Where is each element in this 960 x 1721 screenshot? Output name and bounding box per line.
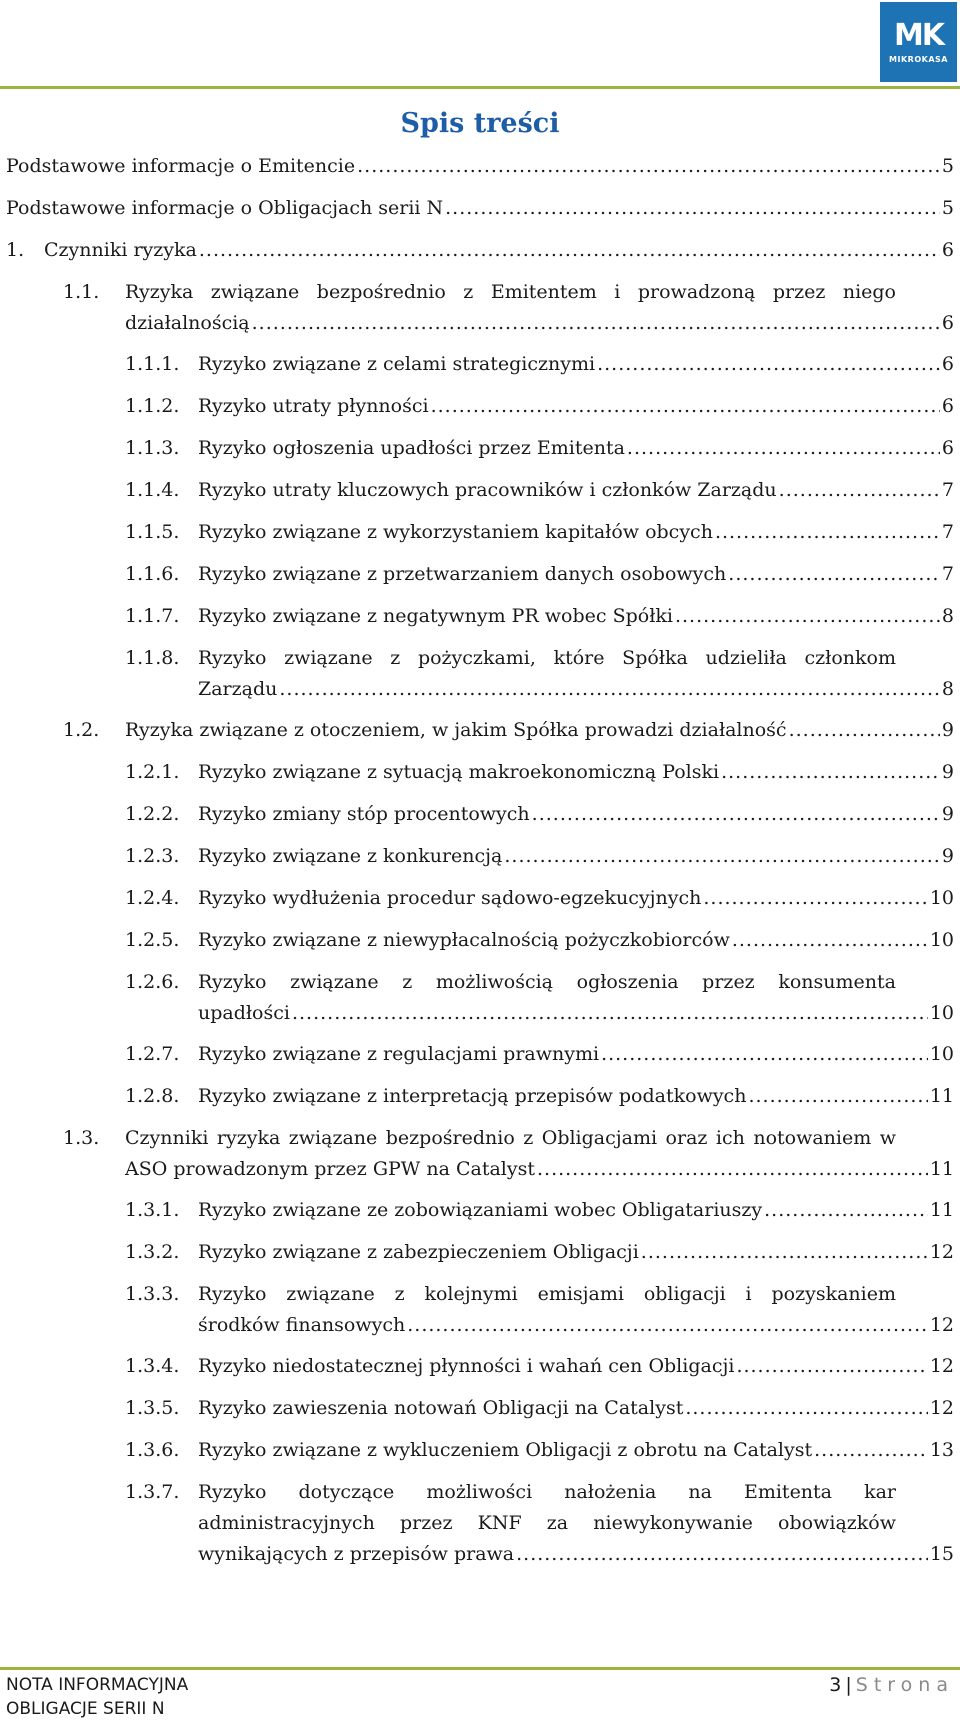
toc-entry[interactable] [125, 841, 954, 872]
toc-entry-page: 6 [941, 312, 954, 334]
toc-entry[interactable] [125, 1435, 954, 1466]
footer-doc-title: NOTA INFORMACYJNA [6, 1675, 189, 1695]
toc-entry-page: 12 [929, 1241, 954, 1263]
toc-entry-page: 12 [929, 1314, 954, 1336]
toc-entry-title-line: Ryzyko związane z możliwością ogłoszenia przez konsumenta [198, 971, 896, 993]
toc-entry-title: Ryzyko związane z celami strategicznymi [198, 353, 596, 375]
toc-entry-page: 9 [941, 761, 954, 783]
logo-mark: MK [893, 17, 944, 53]
toc-entry-title: Ryzyko związane ze zobowiązaniami wobec Obligatariuszy [198, 1199, 763, 1221]
toc-entry-number: 1.1. [63, 281, 100, 303]
toc-entry-number: 1.2.4. [125, 887, 180, 909]
toc-entry-number: 1.3.7. [125, 1481, 180, 1503]
toc-entry-title: Podstawowe informacje o Obligacjach serii N [6, 197, 444, 219]
toc-entry-page: 5 [941, 197, 954, 219]
footer-rule [0, 1667, 960, 1670]
toc-entry-title: Ryzyko związane z wykluczeniem Obligacji z obrotu na Catalyst [198, 1439, 813, 1461]
toc-entry-title-line: Ryzyko związane z pożyczkami, które Spółka udzieliła członkom [198, 647, 896, 669]
toc-dot-leader [779, 475, 940, 506]
page-number: 3 [829, 1674, 842, 1696]
toc-entry[interactable] [125, 1393, 954, 1424]
footer-doc-subtitle: OBLIGACJE SERII N [6, 1699, 165, 1719]
toc-entry-page: 6 [941, 353, 954, 375]
toc-entry[interactable] [6, 235, 954, 266]
toc-dot-leader [357, 151, 940, 182]
toc-entry-title: Ryzyko związane z interpretacją przepisów podatkowych [198, 1085, 747, 1107]
toc-entry-title: Ryzyko związane z przetwarzaniem danych osobowych [198, 563, 727, 585]
toc-entry[interactable] [6, 193, 954, 224]
toc-entry-title-line: Zarządu [198, 678, 278, 700]
toc-entry-number: 1.3.6. [125, 1439, 180, 1461]
toc-entry[interactable] [125, 1237, 954, 1268]
toc-entry-page: 12 [929, 1397, 954, 1419]
toc-dot-leader [814, 1435, 928, 1466]
toc-dot-leader [504, 841, 940, 872]
toc-entry-page: 12 [929, 1355, 954, 1377]
toc-entry-title-line: Czynniki ryzyka związane bezpośrednio z Obligacjami oraz ich notowaniem w [125, 1127, 896, 1149]
toc-dot-leader [532, 799, 940, 830]
footer-document-info [6, 1673, 188, 1721]
toc-entry-title-line: środków finansowych [198, 1314, 406, 1336]
toc-entry-number: 1.3.2. [125, 1241, 180, 1263]
page-title: Spis treści [400, 108, 560, 139]
toc-entry-page: 10 [929, 1043, 954, 1065]
toc-entry-page: 6 [941, 437, 954, 459]
toc-entry[interactable] [125, 517, 954, 548]
toc-entry[interactable] [63, 715, 954, 746]
toc-entry-title-line: Ryzyko związane z kolejnymi emisjami obligacji i pozyskaniem [198, 1283, 896, 1305]
toc-entry[interactable] [125, 391, 954, 422]
toc-entry-page: 10 [929, 887, 954, 909]
toc-entry-page: 7 [941, 521, 954, 543]
toc-entry[interactable] [125, 883, 954, 914]
toc-entry-number: 1.1.5. [125, 521, 180, 543]
toc-entry[interactable] [125, 1351, 954, 1382]
toc-dot-leader [732, 925, 928, 956]
toc-entry[interactable] [125, 1195, 954, 1226]
toc-entry[interactable] [125, 1039, 954, 1070]
toc-entry-number: 1.1.7. [125, 605, 180, 627]
toc-entry-page: 7 [941, 563, 954, 585]
toc-entry-title: Ryzyko związane z regulacjami prawnymi [198, 1043, 600, 1065]
toc-entry-page: 11 [929, 1085, 954, 1107]
toc-entry-page: 8 [941, 605, 954, 627]
toc-entry-page: 8 [941, 678, 954, 700]
toc-dot-leader [292, 998, 928, 1029]
toc-entry-number: 1.1.4. [125, 479, 180, 501]
toc-entry-number: 1.2.1. [125, 761, 180, 783]
toc-entry-number: 1.2.7. [125, 1043, 180, 1065]
toc-entry-number: 1.3.1. [125, 1199, 180, 1221]
toc-entry-number: 1.2.2. [125, 803, 180, 825]
toc-dot-leader [516, 1539, 928, 1570]
toc-entry-page: 7 [941, 479, 954, 501]
toc-entry-title: Ryzyko związane z konkurencją [198, 845, 503, 867]
toc-entry-number: 1.1.6. [125, 563, 180, 585]
toc-dot-leader [685, 1393, 927, 1424]
toc-entry-page: 11 [929, 1158, 954, 1180]
toc-entry-title-line: Ryzyka związane bezpośrednio z Emitentem i prowadzoną przez niego [125, 281, 896, 303]
page-word: Strona [855, 1674, 954, 1696]
page-separator: | [845, 1674, 852, 1696]
toc-entry-number: 1.3.4. [125, 1355, 180, 1377]
toc-entry-number: 1.2. [63, 719, 100, 741]
toc-entry-page: 13 [929, 1439, 954, 1461]
toc-entry-number: 1.2.6. [125, 971, 180, 993]
toc-entry[interactable] [125, 559, 954, 590]
toc-entry-title-line: Ryzyko dotyczące możliwości nałożenia na Emitenta kar [198, 1481, 896, 1503]
toc-dot-leader [764, 1195, 928, 1226]
toc-entry-title: Ryzyko niedostatecznej płynności i wahań cen Obligacji [198, 1355, 735, 1377]
toc-entry[interactable] [125, 475, 954, 506]
toc-entry-page: 5 [941, 155, 954, 177]
toc-entry-number: 1.1.1. [125, 353, 180, 375]
toc-entry-page: 10 [929, 929, 954, 951]
toc-entry-number: 1.1.3. [125, 437, 180, 459]
toc-dot-leader [715, 517, 940, 548]
toc-entry-page: 9 [941, 803, 954, 825]
toc-entry-number: 1.2.3. [125, 845, 180, 867]
toc-entry[interactable] [125, 757, 954, 788]
toc-entry-title: Czynniki ryzyka [44, 239, 197, 261]
toc-dot-leader [601, 1039, 928, 1070]
toc-entry-title: Ryzyko związane z wykorzystaniem kapitałów obcych [198, 521, 713, 543]
toc-entry-number: 1.1.2. [125, 395, 180, 417]
toc-entry-page: 10 [929, 1002, 954, 1024]
toc-entry-number: 1.3. [63, 1127, 100, 1149]
toc-entry-title: Ryzyko utraty płynności [198, 395, 429, 417]
toc-entry-title: Ryzyko związane z niewypłacalnością pożyczkobiorców [198, 929, 730, 951]
toc-entry-page: 9 [941, 719, 954, 741]
toc-entry-number: 1. [6, 239, 25, 261]
toc-entry-title: Ryzyko zmiany stóp procentowych [198, 803, 530, 825]
toc-entry-title: Ryzyko wydłużenia procedur sądowo-egzekucyjnych [198, 887, 702, 909]
toc-entry-title: Ryzyko związane z negatywnym PR wobec Spółki [198, 605, 673, 627]
toc-entry[interactable] [125, 349, 954, 380]
toc-entry-number: 1.3.3. [125, 1283, 180, 1305]
toc-entry[interactable] [6, 151, 954, 182]
toc-dot-leader [445, 193, 940, 224]
toc-dot-leader [703, 883, 927, 914]
toc-entry-page: 11 [929, 1199, 954, 1221]
toc-dot-leader [728, 559, 940, 590]
toc-dot-leader [537, 1154, 928, 1185]
toc-entry-title-line: administracyjnych przez KNF za niewykonywanie obowiązków [198, 1512, 896, 1534]
toc-entry-number: 1.1.8. [125, 647, 180, 669]
toc-entry[interactable] [125, 601, 954, 632]
toc-entry-page: 15 [929, 1543, 954, 1565]
toc-entry[interactable] [125, 1081, 954, 1112]
footer-page-number [829, 1673, 954, 1697]
toc-dot-leader [252, 308, 940, 339]
toc-dot-leader [407, 1310, 928, 1341]
toc-entry[interactable] [125, 925, 954, 956]
toc-entry-title: Podstawowe informacje o Emitencie [6, 155, 356, 177]
toc-dot-leader [199, 235, 940, 266]
toc-entry[interactable] [125, 433, 954, 464]
toc-entry-title: Ryzyka związane z otoczeniem, w jakim Spółka prowadzi działalność [125, 719, 787, 741]
toc-dot-leader [641, 1237, 928, 1268]
toc-entry-number: 1.2.5. [125, 929, 180, 951]
toc-entry-title-line: działalnością [125, 312, 250, 334]
toc-entry-page: 9 [941, 845, 954, 867]
toc-entry-title-line: ASO prowadzonym przez GPW na Catalyst [125, 1158, 535, 1180]
toc-dot-leader [279, 674, 940, 705]
toc-entry-title-line: upadłości [198, 1002, 290, 1024]
toc-entry-title: Ryzyko zawieszenia notowań Obligacji na Catalyst [198, 1397, 684, 1419]
toc-entry[interactable] [125, 799, 954, 830]
toc-dot-leader [736, 1351, 927, 1382]
toc-entry-page: 6 [941, 395, 954, 417]
toc-dot-leader [748, 1081, 927, 1112]
logo-wordmark: MIKROKASA [889, 54, 948, 64]
toc-entry-title-line: wynikających z przepisów prawa [198, 1543, 515, 1565]
toc-entry-number: 1.2.8. [125, 1085, 180, 1107]
toc-entry-title: Ryzyko ogłoszenia upadłości przez Emitenta [198, 437, 625, 459]
toc-entry-title: Ryzyko związane z sytuacją makroekonomiczną Polski [198, 761, 720, 783]
toc-entry-title: Ryzyko utraty kluczowych pracowników i członków Zarządu [198, 479, 777, 501]
toc-dot-leader [721, 757, 940, 788]
toc-entry-page: 6 [941, 239, 954, 261]
toc-dot-leader [789, 715, 940, 746]
toc-dot-leader [675, 601, 940, 632]
toc-dot-leader [627, 433, 940, 464]
toc-entry-title: Ryzyko związane z zabezpieczeniem Obligacji [198, 1241, 639, 1263]
toc-dot-leader [597, 349, 940, 380]
toc-dot-leader [431, 391, 940, 422]
toc-entry-number: 1.3.5. [125, 1397, 180, 1419]
